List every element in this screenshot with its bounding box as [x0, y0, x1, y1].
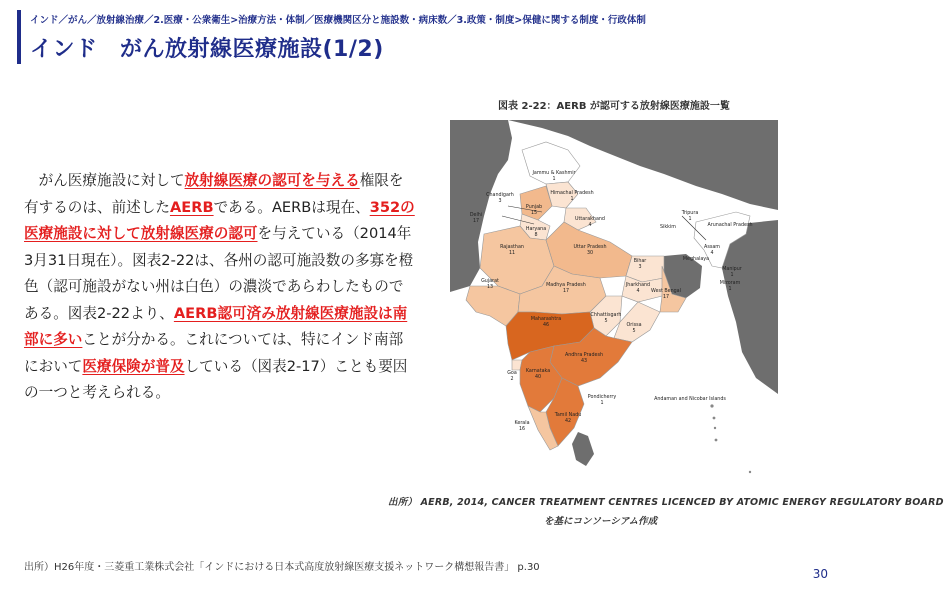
- region-count: 1: [552, 177, 556, 182]
- region-count: 1: [570, 197, 574, 202]
- region-name: Jharkhand: [625, 283, 651, 288]
- region-count: 2: [510, 377, 514, 382]
- map-islands: [749, 471, 751, 473]
- region-count: 1: [600, 401, 604, 406]
- region-count: 1: [730, 273, 734, 278]
- text-segment: 権限を有するのは、前述した: [24, 172, 404, 216]
- region-count: 42: [564, 419, 572, 424]
- highlight-text: 352の医療施設に対して放射線医療の認可: [24, 198, 415, 242]
- region-count: 40: [534, 375, 542, 380]
- region-count: 8: [534, 233, 538, 238]
- region-name: Uttar Pradesh: [573, 245, 607, 250]
- region-name: Andhra Pradesh: [564, 353, 604, 358]
- accent-bar: [17, 10, 21, 64]
- region-name: Karnataka: [525, 369, 551, 374]
- text-segment: を与えている（2014年3月31日現在）。図表2-22は、各州の認可施設数の多寡を橙色（認可施設がない州は白色）の濃淡であらわしたものである。図表2-22より、: [24, 225, 414, 322]
- region-name: Himachal Pradesh: [550, 191, 594, 196]
- region-name: Tamil Nadu: [554, 413, 582, 418]
- region-name: Orissa: [626, 323, 642, 328]
- page-number: 30: [812, 567, 828, 581]
- region-name: Bihar: [633, 259, 647, 264]
- map-islands: [713, 417, 716, 420]
- region-count: 1: [688, 217, 692, 222]
- body-paragraph: [24, 168, 416, 407]
- region-count: 3: [498, 199, 502, 204]
- region-name: Manipur: [722, 267, 742, 272]
- region-count: 11: [508, 251, 516, 256]
- region-count: 43: [580, 359, 588, 364]
- region-count: 4: [710, 251, 714, 256]
- region-count: 46: [542, 323, 550, 328]
- region-name: Andaman and Nicobar Islands: [654, 397, 726, 402]
- map-islands: [710, 404, 713, 407]
- breadcrumb: インド／がん／放射線治療／2.医療・公衆衛生>治療方法・体制／医療機関区分と施設数・病床数／3.政策・制度>保健に関する制度・行政体制: [30, 15, 646, 26]
- region-name: Rajasthan: [500, 245, 524, 250]
- india-map: [450, 116, 778, 488]
- region-count: 1: [728, 287, 732, 292]
- region-name: Gujarat: [481, 279, 499, 284]
- region-count: 5: [632, 329, 636, 334]
- region-name: Maharashtra: [530, 317, 562, 322]
- region-count: 3: [638, 265, 642, 270]
- region-name: Delhi: [469, 213, 483, 218]
- region-name: West Bengal: [651, 289, 681, 294]
- region-name: Haryana: [525, 227, 547, 232]
- figure-source-line2: を基にコンソーシアム作成: [544, 516, 658, 527]
- region-name: Meghalaya: [682, 257, 710, 262]
- text-segment: している（図表2-17）ことも要因の一つと考えられる。: [24, 357, 408, 401]
- text-segment: がん医療施設に対して: [24, 172, 185, 189]
- region-count: 5: [604, 319, 608, 324]
- region-name: Kerala: [514, 421, 530, 426]
- page-title: インド がん放射線医療施設(1/2): [30, 37, 384, 62]
- body-text: [24, 168, 416, 407]
- highlight-text: 医療保険が普及: [82, 357, 185, 375]
- region-name: Madhya Pradesh: [546, 283, 586, 288]
- region-count: 4: [636, 289, 640, 294]
- footer-source: 出所）H26年度・三菱重工業株式会社「インドにおける日本式高度放射線医療支援ネットワーク構想報告書」 p.30: [24, 562, 540, 573]
- region-count: 17: [472, 219, 480, 224]
- highlight-text: AERB: [169, 198, 214, 216]
- region-name: Uttarakhand: [575, 217, 605, 222]
- figure-title: 図表 2-22：AERB が認可する放射線医療施設一覧: [498, 101, 730, 112]
- region-name: Pondicherry: [587, 395, 617, 400]
- region-name: Tripura: [681, 211, 699, 216]
- region-count: 30: [586, 251, 594, 256]
- highlight-text: AERB認可済み放射線医療施設は南部に多い: [24, 304, 408, 348]
- region-count: 15: [530, 211, 538, 216]
- region-count: 17: [662, 295, 670, 300]
- figure-source-line1: 出所） AERB, 2014, CANCER TREATMENT CENTRES LICENCED BY ATOMIC ENERGY REGULATORY BOARD: [388, 497, 944, 508]
- highlight-text: 放射線医療の認可を与える: [184, 172, 360, 189]
- region-name: Sikkim: [660, 225, 676, 230]
- text-segment: ことが分かる。これについては、特にインド南部において: [24, 331, 404, 375]
- region-name: Assam: [704, 245, 720, 250]
- region-name: Goa: [507, 371, 517, 376]
- map-islands: [714, 427, 716, 429]
- text-segment: である。AERBは現在、: [213, 198, 370, 216]
- map-islands: [715, 439, 718, 442]
- region-count: 13: [486, 285, 494, 290]
- region-name: Punjab: [525, 205, 543, 210]
- region-count: 17: [562, 289, 570, 294]
- region-name: Chandigarh: [486, 193, 514, 198]
- region-name: Jammu & Kashmir: [532, 171, 576, 176]
- region-count: 16: [518, 427, 526, 432]
- region-name: Arunachal Pradesh: [707, 223, 753, 228]
- region-count: 4: [588, 223, 592, 228]
- region-name: Chhattisgarh: [590, 313, 622, 318]
- region-name: Mizoram: [719, 281, 741, 286]
